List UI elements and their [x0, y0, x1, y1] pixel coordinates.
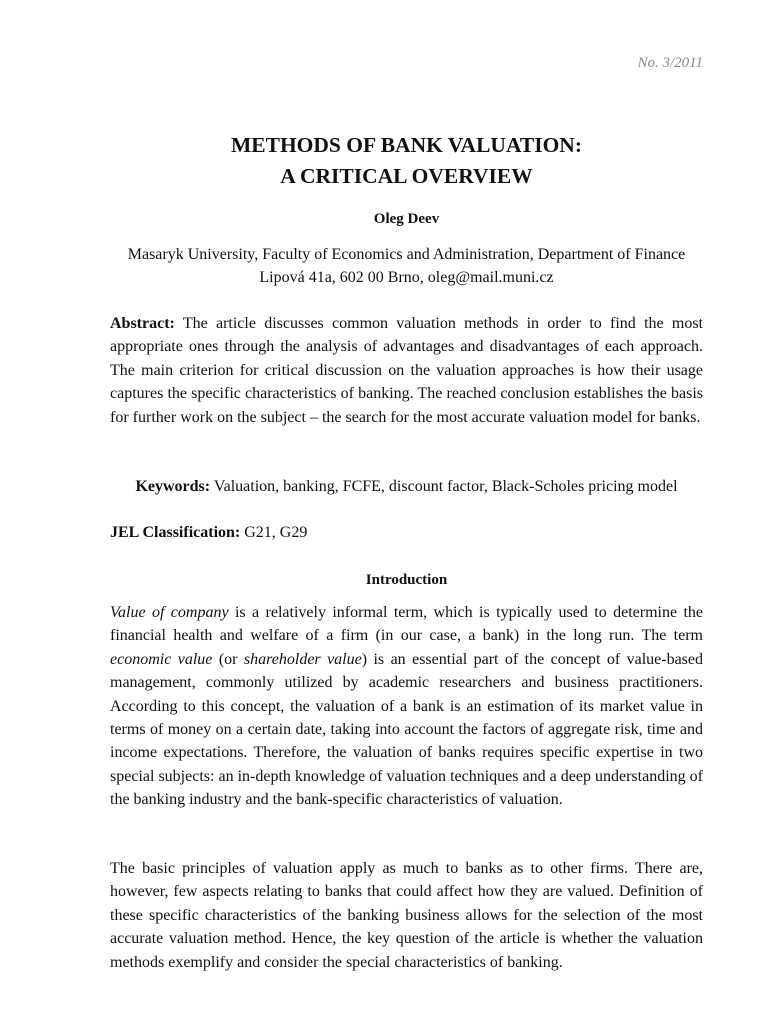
- term-economic-value: economic value: [110, 650, 213, 668]
- abstract-label: Abstract:: [110, 315, 175, 332]
- introduction-paragraph-1: [110, 601, 703, 812]
- keywords: [110, 478, 703, 496]
- issue-number: No. 3/2011: [637, 55, 703, 71]
- p1-text-3: ) is an essential part of the concept of value-based management, commonly utilized by academic researchers and business practitioners. According to this concept, the valuation of a bank is an estimation of its market value in terms of money on a certain date, taking into account the factors of aggregate risk, time and income expectations. Therefore, the valuation of banks requires specific expertise in two special subjects: an in-depth knowledge of valuation techniques and a deep understanding of the banking industry and the bank-specific characteristics of valuation.: [110, 650, 703, 809]
- author-affiliation: [110, 243, 703, 289]
- affiliation-line-1: Masaryk University, Faculty of Economics and Administration, Department of Finance: [127, 246, 686, 263]
- abstract-text: The article discusses common valuation methods in order to find the most appropriate ones through the analysis of advantages and disadvantages of each approach. The main criterion for critical discussion on the valuation approaches is how their usage captures the specific characteristics of banking. The reached conclusion establishes the basis for further work on the subject – the search for the most accurate valuation model for banks.: [110, 315, 703, 426]
- title-line-2: A CRITICAL OVERVIEW: [280, 164, 533, 188]
- introduction-paragraph-2: The basic principles of valuation apply as much to banks as to other firms. There are, however, few aspects relating to banks that could affect how they are valued. Definition of these specific characteristics of the banking business allows for the selection of the most accurate valuation method. Hence, the key question of the article is whether the valuation methods exemplify and consider the special characteristics of banking.: [110, 860, 703, 971]
- title-line-1: METHODS OF BANK VALUATION:: [230, 133, 582, 157]
- keywords-text: Valuation, banking, FCFE, discount factor, Black-Scholes pricing model: [210, 478, 678, 495]
- section-heading-introduction: Introduction: [365, 572, 448, 588]
- term-value-of-company: Value of company: [110, 604, 229, 621]
- jel-text: G21, G29: [240, 524, 308, 541]
- abstract: [110, 312, 703, 429]
- affiliation-line-2: Lipová 41a, 602 00 Brno, oleg@mail.muni.cz: [259, 269, 554, 286]
- jel-classification: [110, 524, 307, 542]
- paper-title: [110, 130, 703, 192]
- keywords-label: Keywords:: [135, 478, 211, 495]
- jel-label: JEL Classification:: [110, 524, 241, 541]
- term-shareholder-value: shareholder value: [243, 650, 362, 668]
- p1-text-2: (or: [212, 650, 244, 668]
- author-name: Oleg Deev: [373, 211, 440, 227]
- p1-text-1: is a relatively informal term, which is typically used to determine the financial health and welfare of a firm (in our case, a bank) in the long run. The term: [110, 604, 704, 645]
